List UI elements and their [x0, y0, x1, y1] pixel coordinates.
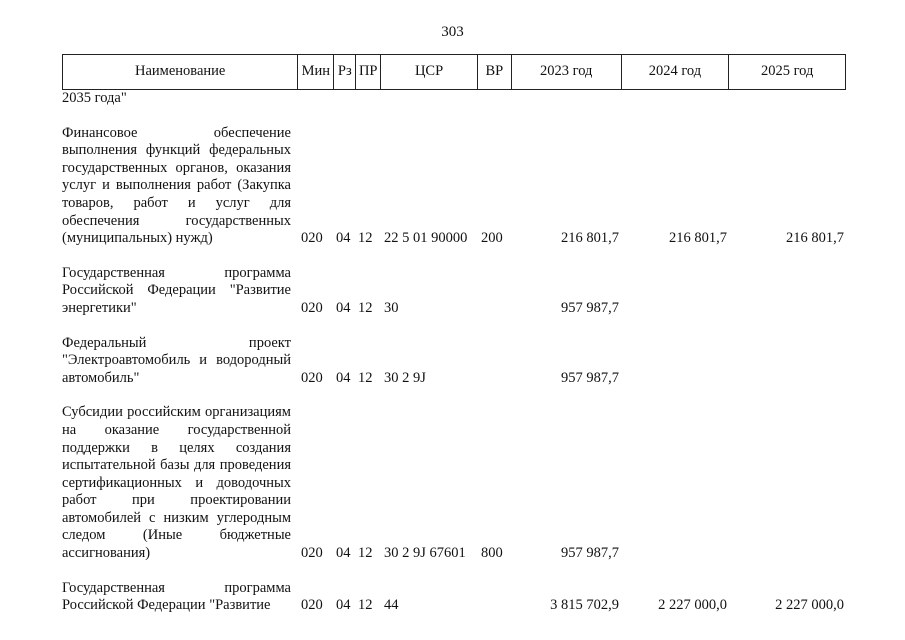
row-min: 020 [301, 545, 323, 562]
row-2025: 2 227 000,0 [775, 597, 844, 614]
table-row [62, 125, 846, 248]
table-body [62, 90, 846, 615]
row-csr: 44 [384, 597, 399, 614]
header-rz: Рз [333, 55, 355, 89]
header-name: Наименование [135, 63, 226, 80]
row-csr: 30 2 9J 67601 [384, 545, 466, 562]
row-2023: 3 815 702,9 [550, 597, 619, 614]
row-name: Государственная программа Российской Федерации "Развитие [62, 579, 291, 614]
row-name: 2035 года" [62, 90, 127, 106]
row-2024: 216 801,7 [669, 230, 727, 247]
page-number: 303 [441, 24, 464, 40]
table-row [62, 335, 846, 388]
row-rz: 04 [336, 545, 351, 562]
table-header [62, 54, 846, 90]
table-row [62, 265, 846, 318]
row-2023: 957 987,7 [561, 369, 619, 386]
row-vr: 800 [481, 545, 503, 562]
row-pr: 12 [358, 369, 373, 386]
row-csr: 30 [384, 299, 399, 316]
header-csr: ЦСР [380, 55, 477, 89]
row-pr: 12 [358, 545, 373, 562]
row-min: 020 [301, 369, 323, 386]
row-min: 020 [301, 230, 323, 247]
header-vr: ВР [477, 55, 511, 89]
header-pr: ПР [355, 55, 380, 89]
row-name: Государственная программа Российской Федерации "Развитие энергетики" [62, 264, 291, 316]
row-2023: 216 801,7 [561, 230, 619, 247]
row-vr: 200 [481, 230, 503, 247]
row-min: 020 [301, 299, 323, 316]
row-2023: 957 987,7 [561, 545, 619, 562]
table-row [62, 404, 846, 562]
header-min: Мин [297, 55, 333, 89]
row-rz: 04 [336, 299, 351, 316]
row-rz: 04 [336, 369, 351, 386]
row-rz: 04 [336, 597, 351, 614]
row-name: Субсидии российским организациям на оказание государственной поддержки в целях создания испытательной базы для проведения сертификационных и доводочных работ при проектировании автомобилей с низким углеродным следом (Иные бюджетные ассигнования) [62, 404, 291, 562]
row-rz: 04 [336, 230, 351, 247]
row-csr: 22 5 01 90000 [384, 230, 468, 247]
row-name: Федеральный проект "Электроавтомобиль и водородный автомобиль" [62, 334, 291, 386]
table-row [62, 580, 846, 615]
table-row [62, 90, 846, 108]
header-2024: 2024 год [621, 55, 729, 89]
row-2024: 2 227 000,0 [658, 597, 727, 614]
row-csr: 30 2 9J [384, 369, 426, 386]
row-min: 020 [301, 597, 323, 614]
header-2023: 2023 год [511, 55, 621, 89]
row-name: Финансовое обеспечение выполнения функций федеральных государственных органов, оказания услуг и выполнения работ (Закупка товаров, работ и услуг для обеспечения государственных (муниципальных) нужд) [62, 124, 291, 247]
row-pr: 12 [358, 597, 373, 614]
row-2023: 957 987,7 [561, 299, 619, 316]
header-2025: 2025 год [728, 55, 845, 89]
row-pr: 12 [358, 299, 373, 316]
row-pr: 12 [358, 230, 373, 247]
row-2025: 216 801,7 [786, 230, 844, 247]
